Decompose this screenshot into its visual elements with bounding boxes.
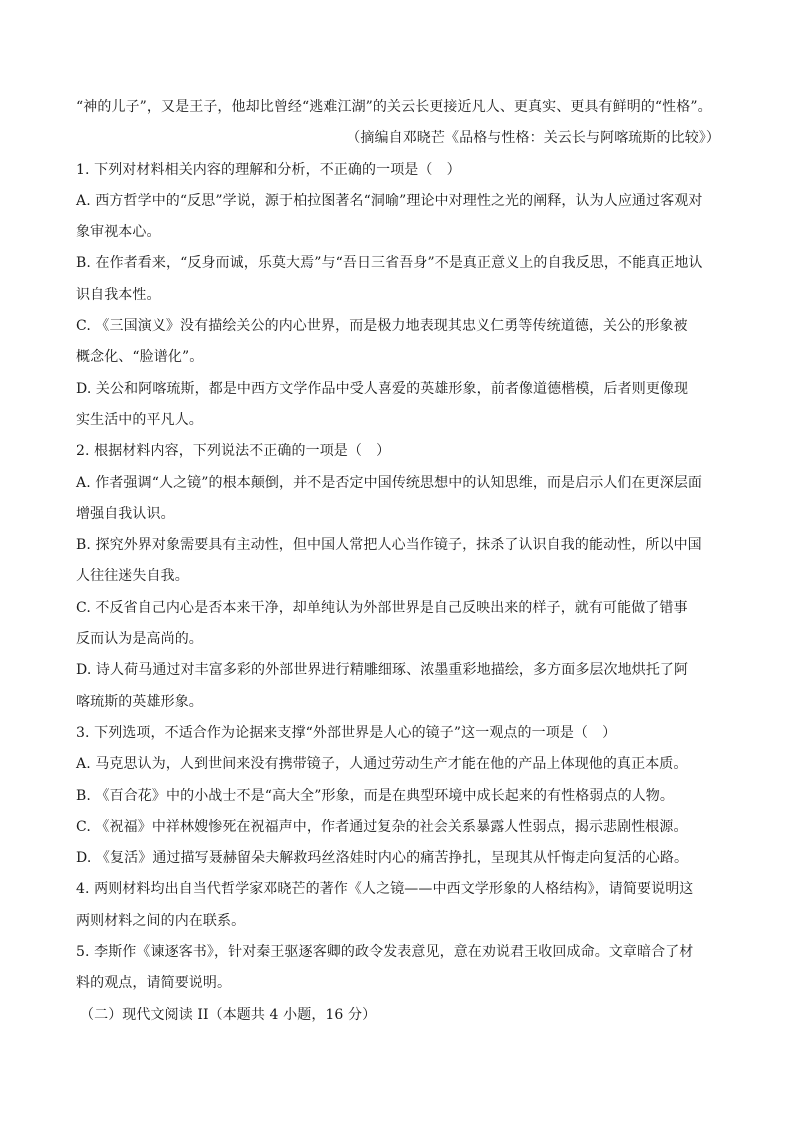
question-2-option-c-line-1: C. 不反省自己内心是否本来干净，却单纯认为外部世界是自己反映出来的样子，就有可能做了错事 (76, 599, 688, 616)
question-2-option-b-line-1: B. 探究外界对象需要具有主动性，但中国人常把人心当作镜子，抹杀了认识自我的能动性，所以中国 (76, 537, 702, 554)
question-2-option-d-line-2: 喀琉斯的英雄形象。 (76, 693, 203, 710)
question-5-stem-line-1: 5. 李斯作《谏逐客书》，针对秦王驱逐客卿的政令发表意见，意在劝说君王收回成命。文章暗合了材 (76, 944, 694, 961)
question-1-option-b-line-2: 识自我本性。 (76, 286, 161, 303)
question-3-option-b: B. 《百合花》中的小战士不是“高大全”形象，而是在典型环境中成长起来的有性格弱点的人物。 (76, 787, 675, 804)
question-2-option-c-line-2: 反而认为是高尚的。 (76, 631, 203, 648)
question-1-option-c-line-2: 概念化、“脸谱化”。 (76, 349, 204, 366)
question-2-option-a-line-1: A. 作者强调“人之镜”的根本颠倒，并不是否定中国传统思想中的认知思维，而是启示人们在更深层面 (76, 474, 703, 491)
question-1-option-a-line-2: 象审视本心。 (76, 224, 161, 241)
question-2-option-b-line-2: 人往往迷失自我。 (76, 568, 189, 585)
question-1-option-d-line-1: D. 关公和阿喀琉斯，都是中西方文学作品中受人喜爱的英雄形象，前者像道德楷模，后者则更像现 (76, 380, 689, 397)
question-3-option-a: A. 马克思认为，人到世间来没有携带镜子，人通过劳动生产才能在他的产品上体现他的真正本质。 (76, 756, 688, 773)
passage-source: （摘编自邓晓芒《品格与性格：关云长与阿喀琉斯的比较》） (346, 130, 720, 147)
section-heading: （二）现代文阅读 II（本题共 4 小题，16 分） (80, 1006, 377, 1023)
question-3-stem: 3. 下列选项，不适合作为论据来支撑“外部世界是人心的镜子”这一观点的一项是（ ） (76, 724, 617, 741)
question-3-option-c: C. 《祝福》中祥林嫂惨死在祝福声中，作者通过复杂的社会关系暴露人性弱点，揭示悲剧性根源。 (76, 818, 688, 835)
question-3-option-d: D. 《复活》通过描写聂赫留朵夫解救玛丝洛娃时内心的痛苦挣扎，呈现其从忏悔走向复活的心路。 (76, 850, 689, 867)
document-page (76, 92, 720, 1031)
question-1-option-d-line-2: 实生活中的平凡人。 (76, 411, 203, 428)
question-4-stem-line-1: 4. 两则材料均出自当代哲学家邓晓芒的著作《人之镜——中西文学形象的人格结构》，请简要说明这 (76, 881, 694, 898)
question-4-stem-line-2: 两则材料之间的内在联系。 (76, 912, 246, 929)
question-2-option-d-line-1: D. 诗人荷马通过对丰富多彩的外部世界进行精雕细琢、浓墨重彩地描绘，多方面多层次地烘托了阿 (76, 662, 689, 679)
question-1-option-c-line-1: C. 《三国演义》没有描绘关公的内心世界，而是极力地表现其忠义仁勇等传统道德，关公的形象被 (76, 318, 688, 335)
question-1-option-b-line-1: B. 在作者看来，“反身而诚，乐莫大焉”与“吾日三省吾身”不是真正意义上的自我反思，不能真正地认 (76, 255, 703, 272)
question-1-stem: 1. 下列对材料相关内容的理解和分析，不正确的一项是（ ） (76, 161, 461, 178)
question-2-option-a-line-2: 增强自我认识。 (76, 505, 175, 522)
question-2-stem: 2. 根据材料内容，下列说法不正确的一项是（ ） (76, 443, 391, 460)
question-5-stem-line-2: 料的观点，请简要说明。 (76, 975, 232, 992)
question-1-option-a-line-1: A. 西方哲学中的“反思”学说，源于柏拉图著名“洞喻”理论中对理性之光的阐释，认为人应通过客观对 (76, 192, 703, 209)
passage-tail-line: “神的儿子”，又是王子，他却比曾经“逃难江湖”的关云长更接近凡人、更真实、更具有鲜明的“性格”。 (76, 99, 712, 115)
